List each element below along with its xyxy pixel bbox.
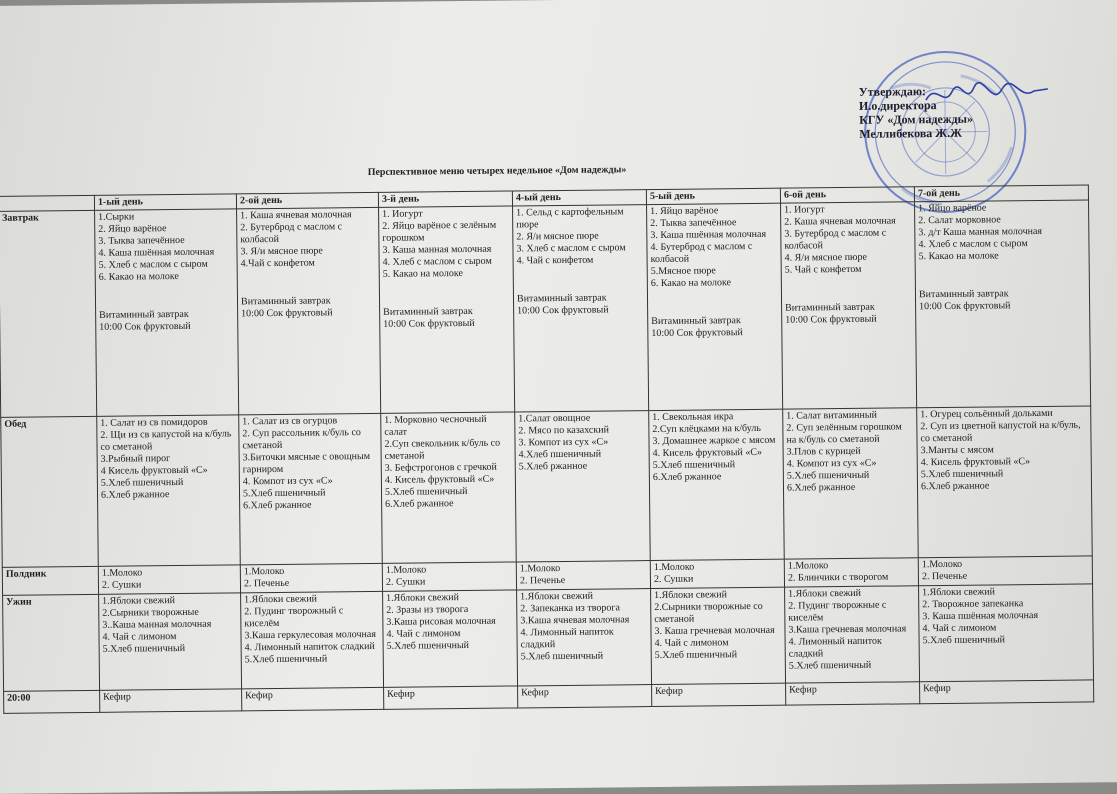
- menu-item: 5. Какао на молоке: [382, 268, 463, 280]
- menu-item: 3. Каша пшённая молочная: [922, 610, 1039, 623]
- menu-cell: [95, 209, 239, 416]
- menu-item: 4 Кисель фруктовый «С»: [100, 464, 208, 477]
- menu-cell: [241, 591, 384, 688]
- menu-item: 1.Молоко: [787, 560, 829, 572]
- menu-item: 2. Зразы из творога: [386, 603, 469, 616]
- menu-item: 1. Морковно чесночный салат: [384, 413, 487, 438]
- row-label: Ужин: [3, 594, 100, 691]
- menu-item: 5.Хлеб пшеничный: [654, 649, 738, 662]
- menu-item: 5.Хлеб пшеничный: [384, 485, 468, 498]
- menu-item: 2.Суп клёцками на к/буль: [652, 422, 761, 436]
- menu-cell: Кефир: [518, 685, 652, 708]
- menu-item: 2.Сырники творожные со сметаной: [654, 600, 763, 626]
- menu-item: 2. Каша ячневая молочная: [784, 215, 896, 228]
- menu-item: 4. Бутерброд с маслом с колбасой: [650, 240, 753, 266]
- menu-item: 5.Мясное пюре: [650, 265, 716, 278]
- menu-item: 5.Хлеб пшеничный: [100, 476, 184, 489]
- vitamin-line: 10:00 Сок фруктовый: [517, 304, 609, 317]
- menu-item: 2. Творожное запеканка: [922, 598, 1024, 611]
- menu-cell: [379, 206, 515, 413]
- menu-item: 3. Компот из сух «С»: [518, 436, 609, 449]
- menu-item: 4. Чай с лимоном: [386, 628, 461, 640]
- menu-item: 5.Хлеб пшеничный: [386, 639, 470, 652]
- menu-item: 2. Я/и мясное пюре: [516, 230, 599, 243]
- menu-item: 1.Молоко: [101, 567, 143, 579]
- menu-item: 2. Суп рассольник к/буль со сметаной: [242, 427, 361, 452]
- menu-item: 2. Салат морковное: [918, 214, 1001, 227]
- menu-item: 5.Хлеб пшеничный: [520, 650, 604, 663]
- vitamin-breakfast-note: [651, 315, 778, 340]
- vitamin-breakfast-note: [785, 301, 912, 326]
- menu-item: 4. Чай с лимоном: [922, 622, 997, 635]
- menu-cell: Кефир: [920, 680, 1094, 704]
- menu-item: 2. Тыква запечённое: [650, 217, 737, 230]
- menu-item: 1.Яблоки свежий: [386, 592, 460, 604]
- menu-item: 5.Хлеб пшеничный: [242, 487, 326, 500]
- menu-item: 1.Яблоки свежий: [654, 589, 728, 602]
- menu-item: 1. Салат из св помидоров: [100, 416, 208, 429]
- menu-item: 6.Хлеб ржанное: [652, 471, 722, 484]
- menu-item: 5. Хлеб с маслом с сыром: [98, 258, 208, 271]
- menu-item: 5.Хлеб пшеничный: [652, 459, 736, 472]
- menu-cell: Кефир: [384, 686, 518, 709]
- vitamin-line: 10:00 Сок фруктовый: [99, 320, 191, 333]
- menu-item: 5.Хлеб ржанное: [518, 460, 588, 473]
- row-label: Обед: [1, 416, 99, 567]
- approval-block: [859, 83, 1060, 141]
- menu-item: 1. Салат витаминный: [786, 409, 877, 422]
- menu-cell: [918, 556, 1092, 586]
- menu-item: 4. Кисель фруктовый «С»: [920, 456, 1031, 469]
- row-label: 20:00: [4, 690, 100, 713]
- menu-cell: Кефир: [100, 689, 242, 712]
- vitamin-line: Витаминный завтрак: [785, 301, 875, 314]
- menu-item: 1.Яблоки свежий: [102, 595, 176, 607]
- menu-item: 1.Молоко: [385, 564, 427, 576]
- menu-cell: [383, 590, 518, 687]
- menu-item: 3. Каша пшённая молочная: [650, 228, 767, 242]
- menu-item: 1.Молоко: [653, 561, 695, 574]
- menu-item: 1. Сельд с картофельным пюре: [516, 206, 624, 231]
- menu-item: 4. Лимонный напиток сладкий: [520, 626, 614, 651]
- row-label: Полдник: [2, 566, 98, 595]
- menu-item: 4. Лимонный напиток сладкий: [244, 640, 375, 654]
- menu-item: 2. Суп зелённым горошком на к/буль со сметаной: [786, 421, 902, 446]
- menu-item: 3.Каша рисовая молочная: [386, 615, 496, 628]
- menu-item: 3.Плов с курицей: [786, 445, 861, 458]
- menu-table: [0, 184, 1094, 713]
- vitamin-line: Витаминный завтрак: [516, 292, 607, 305]
- menu-item: 2. Яйцо варёное с зелёным горошком: [382, 219, 497, 244]
- vitamin-line: 10:00 Сок фруктовый: [651, 327, 743, 340]
- menu-item: 5.Хлеб пшеничный: [102, 642, 186, 655]
- menu-cell: [237, 207, 381, 414]
- menu-item: 3.Рыбный пирог: [100, 453, 171, 465]
- menu-item: 2. Сушки: [653, 573, 694, 586]
- menu-cell: [239, 413, 383, 564]
- vitamin-line: Витаминный завтрак: [240, 295, 331, 308]
- menu-item: 3.Каша ячневая молочная: [520, 614, 630, 627]
- menu-item: 5.Хлеб пшеничный: [920, 468, 1004, 481]
- menu-cell: [915, 200, 1091, 408]
- menu-item: 4. Кисель фруктовый «С»: [384, 473, 495, 486]
- menu-item: 6.Хлеб ржанное: [243, 499, 312, 512]
- menu-item: 1. Каша ячневая молочная: [240, 209, 352, 222]
- menu-item: 1.Молоко: [921, 558, 963, 571]
- menu-item: 2. Печенье: [519, 574, 566, 587]
- menu-item: 5. Какао на молоке: [918, 250, 999, 263]
- vitamin-line: 10:00 Сок фруктовый: [785, 313, 877, 326]
- menu-item: 3. Я/и мясное пюре: [240, 245, 323, 258]
- menu-cell: Кефир: [786, 682, 920, 705]
- menu-item: 2. Блинчики с творогом: [787, 571, 889, 584]
- vitamin-breakfast-note: [919, 287, 1086, 313]
- day-header: 2-ой день: [236, 192, 378, 208]
- menu-item: 4.Чай с конфетом: [240, 257, 315, 270]
- menu-item: 1.Яблоки свежий: [922, 586, 996, 599]
- menu-cell: Кефир: [652, 683, 786, 706]
- menu-item: 5.Хлеб пшеничный: [244, 653, 328, 666]
- menu-cell: [99, 593, 242, 690]
- menu-item: 1.Сырки: [98, 211, 135, 223]
- menu-item: 3.Манты с мясом: [920, 444, 994, 457]
- approval-line-4: Меллибекова Ж.Ж: [859, 125, 963, 141]
- menu-item: 2.Суп свекольник к/буль со сметаной: [384, 437, 501, 462]
- vitamin-line: Витаминный завтрак: [99, 308, 189, 321]
- menu-item: 1. Свекольная икра: [652, 411, 734, 424]
- row-label: Завтрак: [0, 210, 97, 417]
- menu-item: 4. Я/и мясное пюре: [784, 251, 867, 264]
- vitamin-line: Витаминный завтрак: [383, 305, 473, 318]
- day-header: 5-ый день: [646, 188, 780, 204]
- menu-item: 2. Суп из цветной капустой на к/буль, со сметаной: [920, 419, 1081, 445]
- menu-cell: [382, 562, 516, 591]
- menu-cell: [919, 584, 1094, 682]
- menu-item: 1.Молоко: [519, 563, 561, 575]
- vitamin-breakfast-note: [383, 306, 510, 331]
- menu-item: 1.Яблоки свежий: [520, 590, 594, 603]
- approval-line-2: И.о.директора: [858, 98, 937, 113]
- menu-item: 2. Пудинг творожные с киселём: [788, 599, 887, 624]
- menu-item: 3. Хлеб с маслом с сыром: [516, 242, 626, 255]
- menu-item: 6.Хлеб ржанное: [385, 498, 454, 510]
- menu-item: 1.Салат овощное: [518, 412, 591, 425]
- menu-cell: [651, 587, 786, 684]
- menu-item: 6.Хлеб ржанное: [786, 481, 856, 494]
- menu-item: 4. Хлеб с маслом с сыром: [382, 255, 492, 268]
- vitamin-breakfast-note: [241, 295, 376, 320]
- menu-item: 6. Какао на молоке: [650, 277, 732, 290]
- vitamin-breakfast-note: [517, 292, 644, 317]
- menu-item: 3. Каша манная молочная: [382, 243, 492, 256]
- menu-item: 1.Молоко: [243, 565, 285, 578]
- menu-item: 3.Каша гречневая молочная: [788, 623, 907, 636]
- day-header: 4-ый день: [512, 190, 646, 206]
- vitamin-breakfast-note: [99, 308, 234, 333]
- menu-item: 4. Компот из сух «С»: [242, 475, 333, 488]
- menu-item: 2. Сушки: [385, 576, 426, 588]
- menu-cell: [783, 408, 919, 559]
- dinner-row: [3, 584, 1094, 691]
- menu-item: 2.Сырники творожные: [102, 606, 199, 619]
- menu-item: 1. Иогурт: [382, 208, 423, 220]
- menu-cell: [240, 563, 382, 592]
- day-header: 3-й день: [378, 191, 512, 207]
- vitamin-line: 10:00 Сок фруктовый: [241, 307, 333, 320]
- menu-item: 4. Чай с лимоном: [102, 631, 177, 643]
- menu-cell: [650, 559, 784, 588]
- menu-item: 5.Хлеб пшеничный: [788, 659, 872, 672]
- menu-item: 5. Чай с конфетом: [784, 263, 862, 276]
- menu-item: 4. Чай с конфетом: [516, 254, 594, 267]
- menu-item: 4.Хлеб пшеничный: [518, 448, 602, 461]
- lunch-row: [1, 406, 1093, 567]
- menu-item: 3. Бефстрогонов с гречкой: [384, 461, 497, 474]
- approval-line-1: Утверждаю:: [858, 84, 927, 99]
- menu-item: 4. Каша пшённая молочная: [98, 246, 215, 259]
- menu-item: 1.Яблоки свежий: [244, 593, 318, 606]
- menu-item: 2. Сушки: [101, 579, 142, 591]
- menu-item: 6. Какао на молоке: [98, 270, 179, 283]
- menu-cell: [647, 203, 783, 410]
- menu-cell: [516, 561, 650, 590]
- menu-item: 4. Кисель фруктовый «С»: [652, 446, 763, 460]
- menu-item: 4. Компот из сух «С»: [786, 457, 877, 470]
- menu-item: 1. Яйцо варёное: [650, 205, 719, 218]
- menu-item: 2. Запеканка из творога: [520, 602, 620, 615]
- breakfast-row: [0, 200, 1091, 417]
- menu-cell: [784, 558, 918, 587]
- menu-cell: [97, 415, 241, 566]
- menu-item: 4. Чай с лимоном: [654, 637, 729, 650]
- menu-item: 3. д/т Каша манная молочная: [918, 225, 1043, 239]
- menu-cell: [381, 412, 517, 563]
- menu-item: 2. Печенье: [243, 577, 290, 590]
- menu-item: 2. Печенье: [921, 570, 968, 583]
- menu-item: 2. Мясо по казахский: [518, 424, 609, 437]
- day-header: 1-ый день: [94, 194, 236, 210]
- menu-item: 5.Хлеб пшеничный: [786, 469, 870, 482]
- menu-item: 2. Яйцо варёное: [98, 223, 167, 235]
- menu-item: 3..Каша манная молочная: [102, 618, 212, 631]
- menu-item: 3.Биточки мясные с овощным гарниром: [242, 450, 371, 476]
- menu-item: 1. Яйцо варёное: [918, 202, 987, 215]
- menu-item: 3.Каша геркулесовая молочная: [244, 628, 376, 642]
- menu-item: 4. Хлеб с маслом с сыром: [918, 238, 1028, 251]
- menu-item: 2. Пудинг творожный с киселём: [244, 605, 344, 630]
- menu-cell: [98, 565, 240, 594]
- approval-line-3: КГУ «Дом надежды»: [859, 111, 974, 127]
- vitamin-line: 10:00 Сок фруктовый: [919, 300, 1011, 313]
- menu-cell: [517, 589, 652, 686]
- menu-cell: [917, 406, 1093, 558]
- menu-item: 1. Огурец сольённый дольками: [920, 407, 1053, 421]
- menu-item: 3. Бутерброд с маслом с колбасой: [784, 227, 887, 252]
- menu-item: 1. Иогурт: [784, 204, 825, 216]
- menu-item: 4. Лимонный напиток сладкий: [788, 635, 882, 660]
- menu-item: 3. Домашнее жаркое с мясом: [652, 434, 776, 448]
- corner-cell: [0, 195, 95, 211]
- day-header: 7-ой день: [914, 185, 1088, 202]
- menu-item: 5.Хлеб пшеничный: [922, 634, 1006, 647]
- vitamin-line: Витаминный завтрак: [651, 315, 741, 328]
- menu-cell: [513, 205, 649, 412]
- menu-item: 2. Щи из св капустой на к/буль со сметаной: [100, 428, 232, 453]
- menu-item: 6.Хлеб ржанное: [920, 480, 990, 493]
- menu-item: 1. Салат из св огурцов: [242, 415, 338, 428]
- menu-cell: [785, 586, 920, 683]
- menu-item: 3. Каша гречневая молочная: [654, 624, 775, 638]
- menu-cell: [515, 411, 651, 562]
- menu-cell: Кефир: [242, 687, 384, 710]
- vitamin-line: Витаминный завтрак: [918, 288, 1009, 301]
- menu-cell: [781, 202, 917, 409]
- menu-item: 2. Бутерброд с маслом с колбасой: [240, 221, 343, 246]
- day-header: 6-ой день: [780, 187, 914, 203]
- document-title: Перспективное меню четырех недельное «Дом надежды»: [367, 164, 627, 179]
- menu-item: 1.Яблоки свежий: [788, 587, 862, 600]
- menu-cell: [649, 409, 785, 560]
- menu-item: 3. Тыква запечённое: [98, 234, 185, 247]
- menu-item: 6.Хлеб ржанное: [100, 489, 170, 501]
- vitamin-line: 10:00 Сок фруктовый: [383, 317, 475, 330]
